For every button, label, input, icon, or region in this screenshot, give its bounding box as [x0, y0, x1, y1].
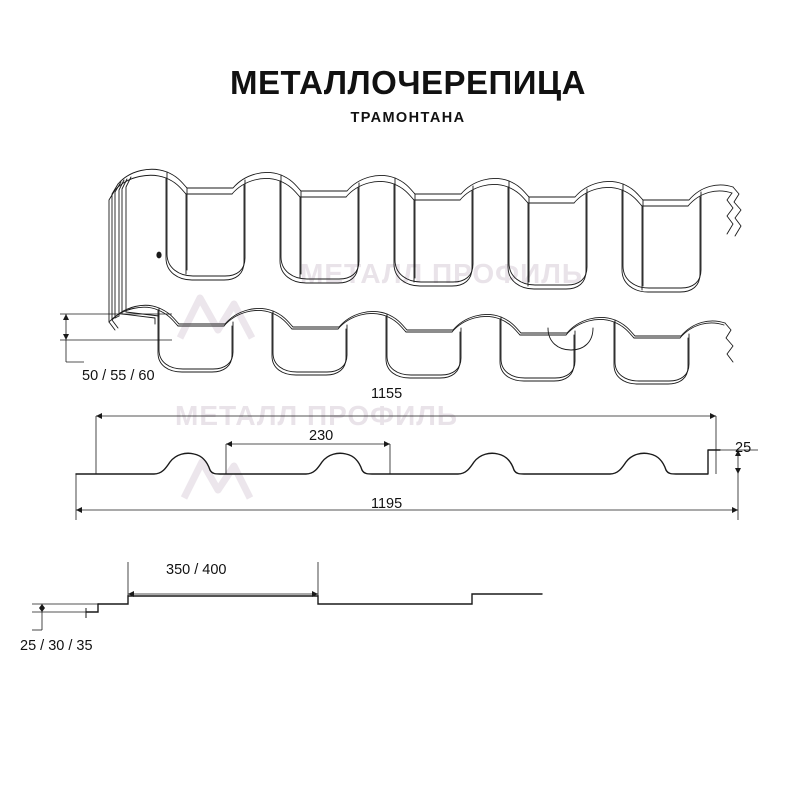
dimension-label-total-width: 1195 [371, 496, 403, 512]
dimension-label-height-right: 25 [735, 440, 752, 456]
dimension-label-tile-height: 25 / 30 / 35 [20, 638, 93, 654]
watermark-text-1: МЕТАЛЛ ПРОФИЛЬ [300, 258, 583, 289]
page-subtitle: ТРАМОНТАНА [350, 109, 466, 126]
step-section-profile [12, 548, 572, 658]
dimension-label-wave-pitch: 230 [309, 428, 334, 444]
cross-section-profile [58, 382, 758, 532]
title-block [0, 66, 800, 126]
dimension-label-overall-width: 1155 [371, 386, 403, 402]
watermark-text-2: МЕТАЛЛ ПРОФИЛЬ [175, 400, 458, 431]
page-title: МЕТАЛЛОЧЕРЕПИЦА [230, 64, 586, 101]
dimension-label-step: 50 / 55 / 60 [82, 368, 155, 384]
dimension-label-tile-step: 350 / 400 [166, 562, 227, 578]
